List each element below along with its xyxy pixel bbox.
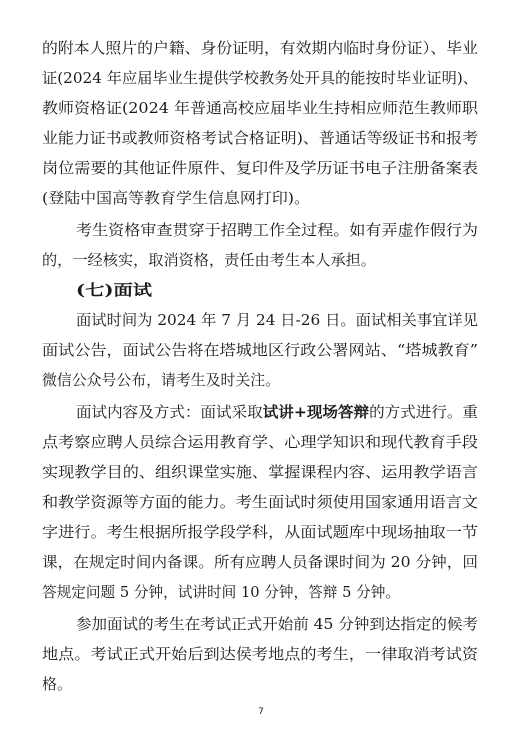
inline-text: 的方式进行。重 xyxy=(369,403,479,421)
text-line xyxy=(0,640,522,668)
text-content: (登陆中国高等教育学生信息网打印)。 xyxy=(42,189,310,207)
text-content: 实现教学目的、组织课堂实施、掌握课程内容、运用教学语言 xyxy=(42,463,479,481)
text-content: 面试公告，面试公告将在塔城地区行政公署网站、“塔城教育” xyxy=(42,341,479,359)
text-line xyxy=(0,154,522,182)
heading-text: (七)面试 xyxy=(76,281,152,299)
text-line xyxy=(0,398,522,426)
emphasis-text: 试讲+现场答辩 xyxy=(262,403,370,421)
text-content: 字进行。考生根据所报学段学科，从面试题库中现场抽取一节 xyxy=(42,523,479,541)
text-content: 教师资格证(2024 年普通高校应届毕业生持相应师范生教师职 xyxy=(42,99,479,117)
text-content: 课，在规定时间内备课。所有应聘人员备课时间为 20 分钟，回 xyxy=(42,553,478,571)
text-content: 地点。考试正式开始后到达侯考地点的考生，一律取消考试资 xyxy=(42,645,479,663)
text-content: 的，一经核实，取消资格，责任由考生本人承担。 xyxy=(42,251,376,269)
text-line xyxy=(0,94,522,122)
text-content: 岗位需要的其他证件原件、复印件及学历证书电子注册备案表 xyxy=(42,159,479,177)
text-line xyxy=(0,670,522,698)
text-content: 微信公众号公布，请考生及时关注。 xyxy=(42,371,280,389)
text-content: 的附本人照片的户籍、身份证明，有效期内临时身份证）、毕业 xyxy=(42,39,479,57)
text-line xyxy=(0,34,522,62)
section-heading xyxy=(0,276,522,304)
text-line xyxy=(0,458,522,486)
text-content: 业能力证书或教师资格考试合格证明)、普通话等级证书和报考 xyxy=(42,129,478,147)
text-line xyxy=(0,548,522,576)
text-content: 证(2024 年应届毕业生提供学校教务处开具的能按时毕业证明)、 xyxy=(42,69,478,87)
text-content xyxy=(76,398,478,426)
text-line xyxy=(0,428,522,456)
text-content: 参加面试的考生在考试正式开始前 45 分钟到达指定的候考 xyxy=(76,615,478,633)
text-line xyxy=(0,518,522,546)
page-number: 7 xyxy=(258,707,264,717)
inline-text: 面试内容及方式：面试采取 xyxy=(76,403,263,421)
text-line xyxy=(0,184,522,212)
text-content: 点考察应聘人员综合运用教育学、心理学知识和现代教育手段 xyxy=(42,433,479,451)
text-line xyxy=(0,124,522,152)
text-line xyxy=(0,366,522,394)
text-line xyxy=(0,488,522,516)
text-content: 格。 xyxy=(42,675,72,693)
text-content: 和教学资源等方面的能力。考生面试时须使用国家通用语言文 xyxy=(42,493,479,511)
text-line xyxy=(0,306,522,334)
text-line xyxy=(0,246,522,274)
text-line xyxy=(0,336,522,364)
text-content: 答规定问题 5 分钟，试讲时间 10 分钟，答辩 5 分钟。 xyxy=(42,583,400,601)
text-line xyxy=(0,216,522,244)
text-line xyxy=(0,610,522,638)
text-line xyxy=(0,64,522,92)
text-content: 面试时间为 2024 年 7 月 24 日-26 日。面试相关事宜详见 xyxy=(76,311,478,329)
text-line xyxy=(0,578,522,606)
text-content: 考生资格审查贯穿于招聘工作全过程。如有弄虚作假行为 xyxy=(76,221,478,239)
